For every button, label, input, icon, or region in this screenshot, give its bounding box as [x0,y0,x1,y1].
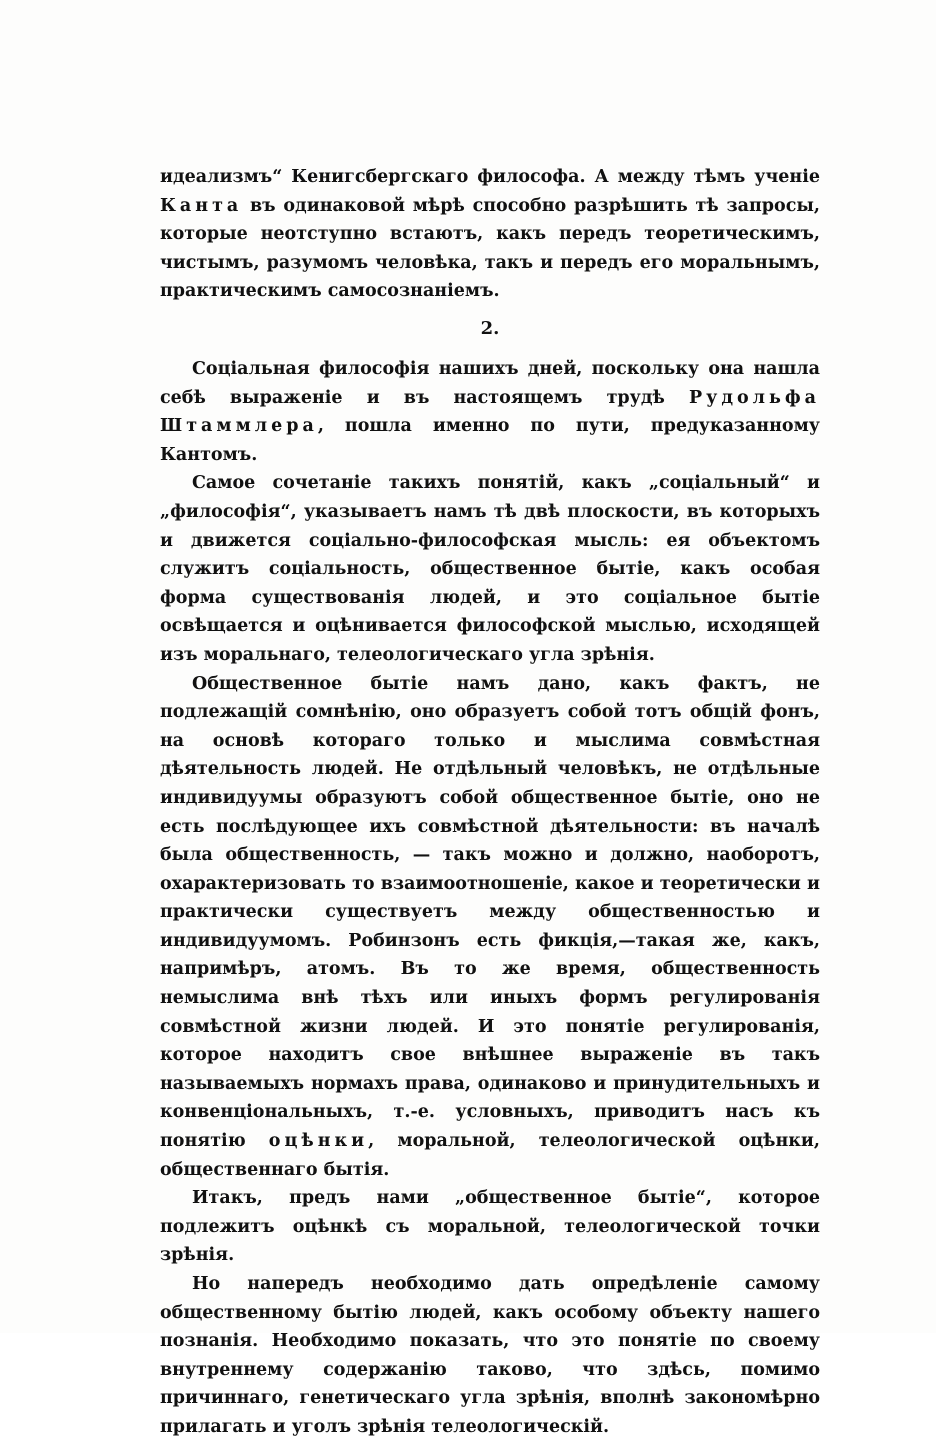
emphasized-word: оцѣнки [268,1131,369,1152]
text-segment: , моральной, телеологической оцѣнки, общественнаго бытія. [160,1131,820,1180]
paragraph [160,355,820,469]
text-segment: Но напередъ необходимо дать опредѣленіе самому общественному бытію людей, какъ особому объекту нашего познанія. Необходимо показать, что это понятіе по своему внутреннему содержанію таково, что здѣсь, помимо причиннаго, генетическаго угла зрѣнія, вполнѣ закономѣрно прилагать и уголъ зрѣнія телеологическій. [160,1274,820,1437]
text-segment: , пошла именно по пути, предуказанному Кантомъ. [160,416,820,465]
paragraph-continuation [160,163,820,306]
text-segment: идеализмъ“ Кенигсбергскаго философа. А между тѣмъ ученіе [160,167,820,187]
paragraph [160,1270,820,1442]
text-segment: Самое сочетаніе такихъ понятій, какъ „соціальный“ и „философія“, указываетъ намъ тѣ двѣ плоскости, въ которыхъ и движется соціально-философская мысль: ея объектомъ служитъ соціальность, общественное бытіе, какъ особая форма существованія людей, и это соціальное бытіе освѣщается и оцѣнивается философской мыслью, исходящей изъ моральнаго, телеологическаго угла зрѣнія. [160,473,820,665]
paragraph [160,670,820,1185]
top-text-block [160,163,820,306]
emphasized-name: Рудольфа Штаммлера [160,387,820,437]
text-segment: Соціальная философія нашихъ дней, поскольку она нашла себѣ выраженіе и въ настоящемъ трудѣ [160,359,820,408]
text-segment: Итакъ, предъ нами „общественное бытіе“, которое подлежитъ оцѣнкѣ съ моральной, телеологической точки зрѣнія. [160,1188,820,1266]
main-text-block [160,355,820,1442]
text-segment: Общественное бытіе намъ дано, какъ фактъ, не подлежащій сомнѣнію, оно образуетъ собой тотъ общій фонъ, на основѣ котораго только и мыслима совмѣстная дѣятельность людей. Не отдѣльный человѣкъ, не отдѣльные индивидуумы образуютъ собой общественное бытіе, оно не есть послѣдующее ихъ совмѣстной дѣятельности: въ началѣ была общественность, — такъ можно и должно, наоборотъ, охарактеризовать то взаимоотношеніе, какое и теоретически и практически существуетъ между общественностью и индивидуумомъ. Робинзонъ есть фикція,—такая же, какъ, напримѣръ, атомъ. Въ то же время, общественность немыслима внѣ тѣхъ или иныхъ формъ регулированія совмѣстной жизни людей. И это понятіе регулированія, которое находитъ свое внѣшнее выраженіе въ такъ называемыхъ нормахъ права, одинаково и принудительныхъ и конвенціональныхъ, т.-е. условныхъ, приводитъ насъ къ понятію [160,673,820,1152]
text-segment: въ одинаковой мѣрѣ способно разрѣшить тѣ запросы, которые неотступно встаютъ, какъ передъ теоретическимъ, чистымъ, разумомъ человѣка, такъ и передъ его моральнымъ, практическимъ самосознаніемъ. [160,195,820,302]
paragraph [160,469,820,669]
emphasized-name: Канта [160,195,243,216]
section-number: 2. [480,318,500,339]
paragraph [160,1184,820,1270]
